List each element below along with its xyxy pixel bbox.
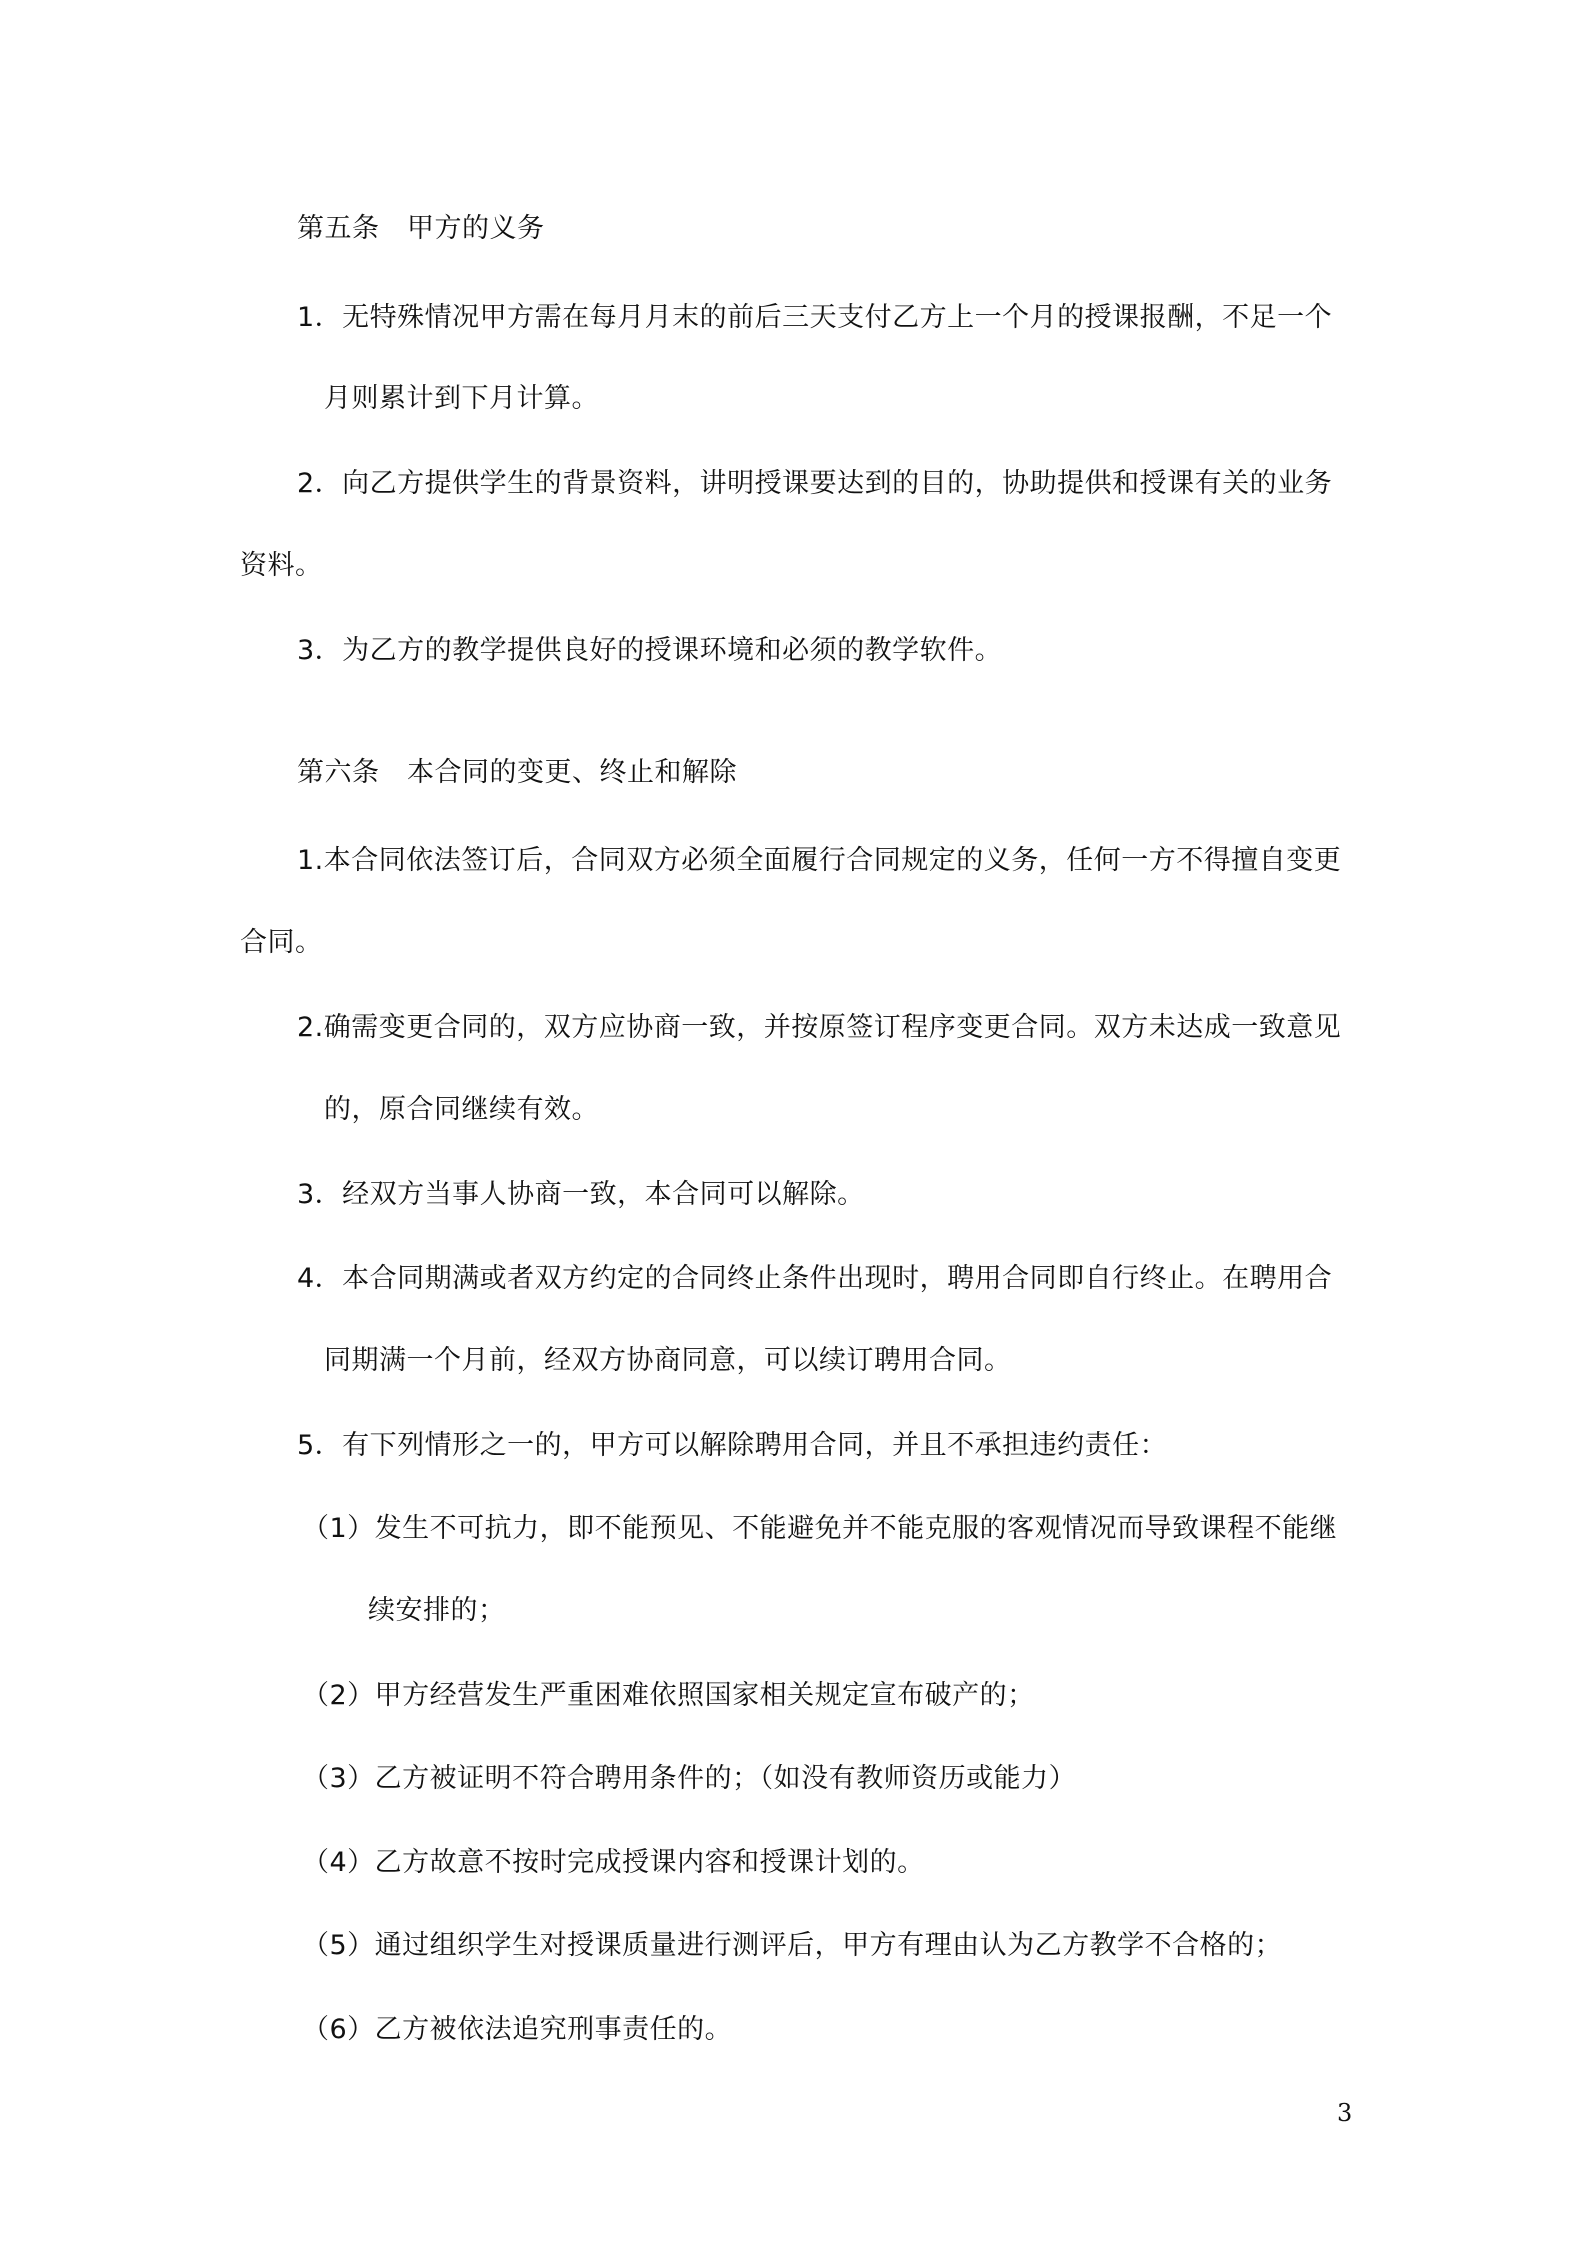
section6-sub5: （5）通过组织学生对授课质量进行测评后，甲方有理由认为乙方教学不合格的； (302, 1930, 1283, 1961)
section6-item2-line2: 的，原合同继续有效。 (324, 1094, 599, 1125)
section6-sub1-line1: （1）发生不可抗力，即不能预见、不能避免并不能克服的客观情况而导致课程不能继 (302, 1513, 1338, 1544)
section5-item3: 3．为乙方的教学提供良好的授课环境和必须的教学软件。 (297, 635, 1003, 666)
page-number: 3 (1337, 2099, 1353, 2127)
section6-sub4: （4）乙方故意不按时完成授课内容和授课计划的。 (302, 1847, 925, 1878)
section6-sub1-line2: 续安排的； (368, 1595, 506, 1626)
section6-item4-line1: 4．本合同期满或者双方约定的合同终止条件出现时，聘用合同即自行终止。在聘用合 (297, 1263, 1333, 1294)
section6-heading: 第六条 本合同的变更、终止和解除 (297, 757, 737, 788)
section6-sub3: （3）乙方被证明不符合聘用条件的；（如没有教师资历或能力） (302, 1763, 1077, 1794)
section6-item1-line2: 合同。 (240, 927, 323, 958)
section5-item2-line1: 2．向乙方提供学生的背景资料，讲明授课要达到的目的，协助提供和授课有关的业务 (297, 468, 1333, 499)
section6-item4-line2: 同期满一个月前，经双方协商同意，可以续订聘用合同。 (324, 1345, 1012, 1376)
section5-item1-line1: 1．无特殊情况甲方需在每月月末的前后三天支付乙方上一个月的授课报酬，不足一个 (297, 302, 1333, 333)
section6-sub6: （6）乙方被依法追究刑事责任的。 (302, 2014, 733, 2045)
section6-sub2: （2）甲方经营发生严重困难依照国家相关规定宣布破产的； (302, 1680, 1035, 1711)
section6-item5: 5．有下列情形之一的，甲方可以解除聘用合同，并且不承担违约责任： (297, 1430, 1168, 1461)
section5-heading: 第五条 甲方的义务 (297, 213, 545, 244)
section5-item2-line2: 资料。 (240, 550, 323, 581)
section6-item2-line1: 2.确需变更合同的，双方应协商一致，并按原签订程序变更合同。双方未达成一致意见 (297, 1012, 1342, 1043)
section6-item1-line1: 1.本合同依法签订后，合同双方必须全面履行合同规定的义务，任何一方不得擅自变更 (297, 845, 1342, 876)
section5-item1-line2: 月则累计到下月计算。 (324, 383, 599, 414)
section6-item3: 3．经双方当事人协商一致，本合同可以解除。 (297, 1179, 865, 1210)
